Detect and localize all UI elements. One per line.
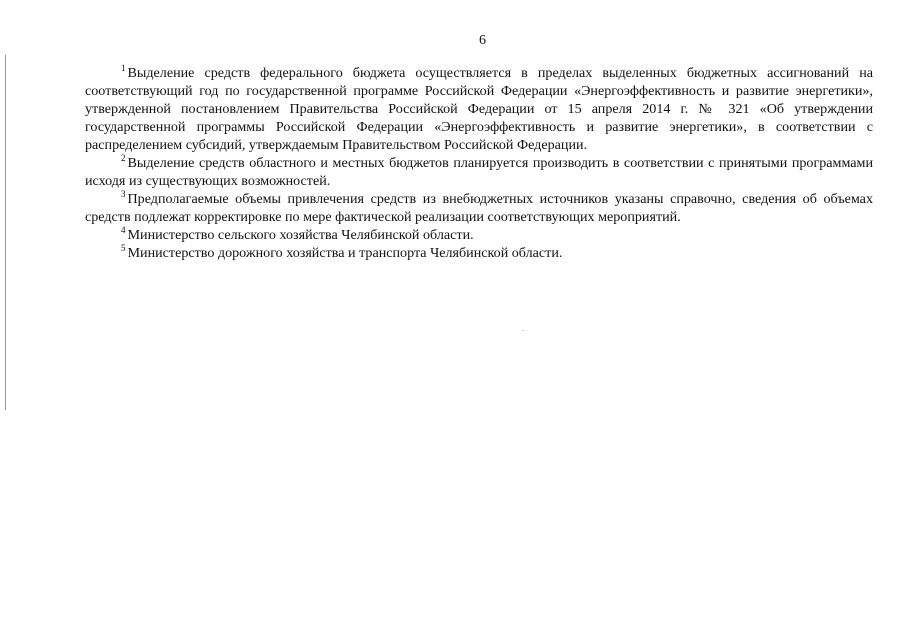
page-number: 6 <box>479 33 486 48</box>
footnote-2-text: Выделение средств областного и местных бюджетов планируется производить в соответствии с принятыми программами исходя из существующих возможностей. <box>85 155 873 189</box>
footnote-3 <box>85 190 873 226</box>
footnote-2-marker: 2 <box>121 153 126 163</box>
footnote-1-marker: 1 <box>121 63 126 73</box>
scan-speck <box>522 330 524 331</box>
footnote-3-text: Предполагаемые объемы привлечения средств из внебюджетных источников указаны справочно, сведения об объемах средств подлежат корректировке по мере фактической реализации соответствующих мероприятий. <box>85 191 873 225</box>
footnote-4-text: Министерство сельского хозяйства Челябинской области. <box>127 227 474 243</box>
footnote-5-text: Министерство дорожного хозяйства и транспорта Челябинской области. <box>127 245 563 261</box>
footnote-4-marker: 4 <box>121 225 126 235</box>
footnote-4 <box>85 226 873 244</box>
footnotes-section <box>85 64 873 262</box>
left-margin-rule <box>5 55 6 410</box>
footnote-5 <box>85 244 873 262</box>
footnote-2 <box>85 154 873 190</box>
footnote-5-marker: 5 <box>121 243 126 253</box>
footnote-3-marker: 3 <box>121 189 126 199</box>
footnote-1 <box>85 64 873 154</box>
footnote-1-text: Выделение средств федерального бюджета осуществляется в пределах выделенных бюджетных ассигнований на соответствующий год по государственной программе Российской Федерации «Энергоэффективность и развитие энергетики», утвержденной постановлением Правительства Российской Федерации от 15 апреля 2014 г. № 321 «Об утверждении государственной программы Российской Федерации «Энергоэффективность и развитие энергетики», в соответствии с распределением субсидий, утверждаемым Правительством Российской Федерации. <box>85 65 873 153</box>
